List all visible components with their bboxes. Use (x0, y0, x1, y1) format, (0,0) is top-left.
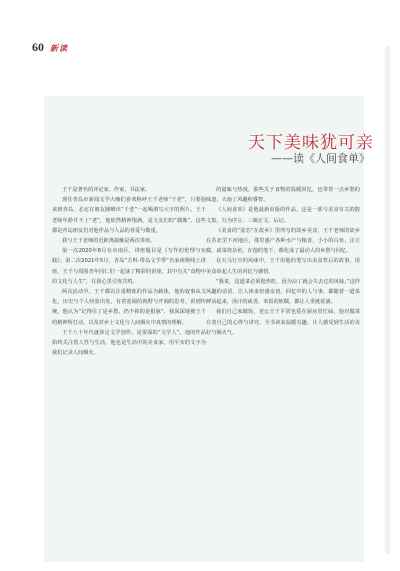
paragraph: 王千是著名的评论家、作家、书法家。 (62, 187, 151, 193)
article-column-right (206, 185, 360, 338)
paragraph: “我说，这道菜必须趁热吃，因为凉了就会失去它的风味。”这样风趣的话语，让人读来倍感亲切。回忆中的人与事，都随着一道菜鲜活起来，汤汁的咸香，米饭的软糯，都让人垂涎欲滴。 (206, 278, 360, 306)
decorative-sidebar (385, 46, 390, 554)
paragraph: 第一次2020年8月在市南区，讲座题目是《写作的伦理与实践》。第二次2021年5月，青岛“方料·带岛文学季”名家视频线上讲座。王千与周围青年同仁们一起谈了精彩的讲座，其中有关“食物中的文化与人生”，在我心里引发共鸣。 (52, 248, 206, 285)
paragraph: 在天马行空的风味中，王千用他的笔写出美食背后的故事，用美食串起人生的回忆与感悟。 (206, 258, 360, 275)
section-label: 新读 (50, 44, 68, 53)
paragraph: 我与王千老师的近距离接触是两次讲座。 (62, 238, 156, 245)
paragraph: 两次活动中，王千都以注重精炼的作品为载体，他的叙事从文化、历史与个人经验出发，有着宽阔的视野与开阔的思考。讲到传统，他认为“记得住了是乡愁，扔不掉的是根脉”，我深深地被王千的精神所打动。以及对乡土文化与人间烟火中真情的理解。 (52, 289, 206, 326)
article-column-left (52, 185, 206, 358)
paragraph: 王千八十年代就涉足文学创作，是资深的“文学人”。他的作品始终关注着人性与生活，他也是生活中的美食家，用平实的文字为我们记录人间烟火。 (52, 329, 206, 357)
page-number: 60 (32, 40, 44, 54)
paragraph: 《美食的“姿态”在故乡》里所写的故乡美食，王千老师的故乡在苏北里下河地区，那里盛产各种水产与粮食，小小的白鱼、汪豆腐、咸菜烧杂鱼，在他的笔下，都化成了最动人的乡愁与回忆。 (206, 227, 360, 255)
article-subtitle: ——读《人间食单》 (271, 152, 370, 165)
paragraph: 的滋味与热度，那些关于食物的温暖回忆，也带着一点乡愁的味道，天南了风趣和睿智。 (206, 187, 360, 204)
paragraph: 现任青岛市新闻文学大咖们喜欢称呼王千老师“千老”，只要他来到青岛，必定在朋友圈晒出“千老”一起喝酒写大字的照片。王千老师年龄并不上“老”，他依然精神饱满，是文友们的“偶像”。这些都是青岛朋友们对他作品与人品的喜爱与敬重。 (52, 197, 206, 234)
page-header (32, 40, 68, 55)
paragraph: 《人间食单》是他最新出版的作品，这是一部与美食有关的散文集，分为序言、三辑正文、后记。 (206, 207, 360, 224)
paragraph: 我们自己家做饭，老公王千平常也爱在厨房里忙碌，他对做菜有着自己的心得与讲究。全书读来温暖有趣，让人感受到生活的美好与烟火气。 (206, 309, 360, 336)
article-title: 天下美味犹可亲 (248, 133, 374, 153)
